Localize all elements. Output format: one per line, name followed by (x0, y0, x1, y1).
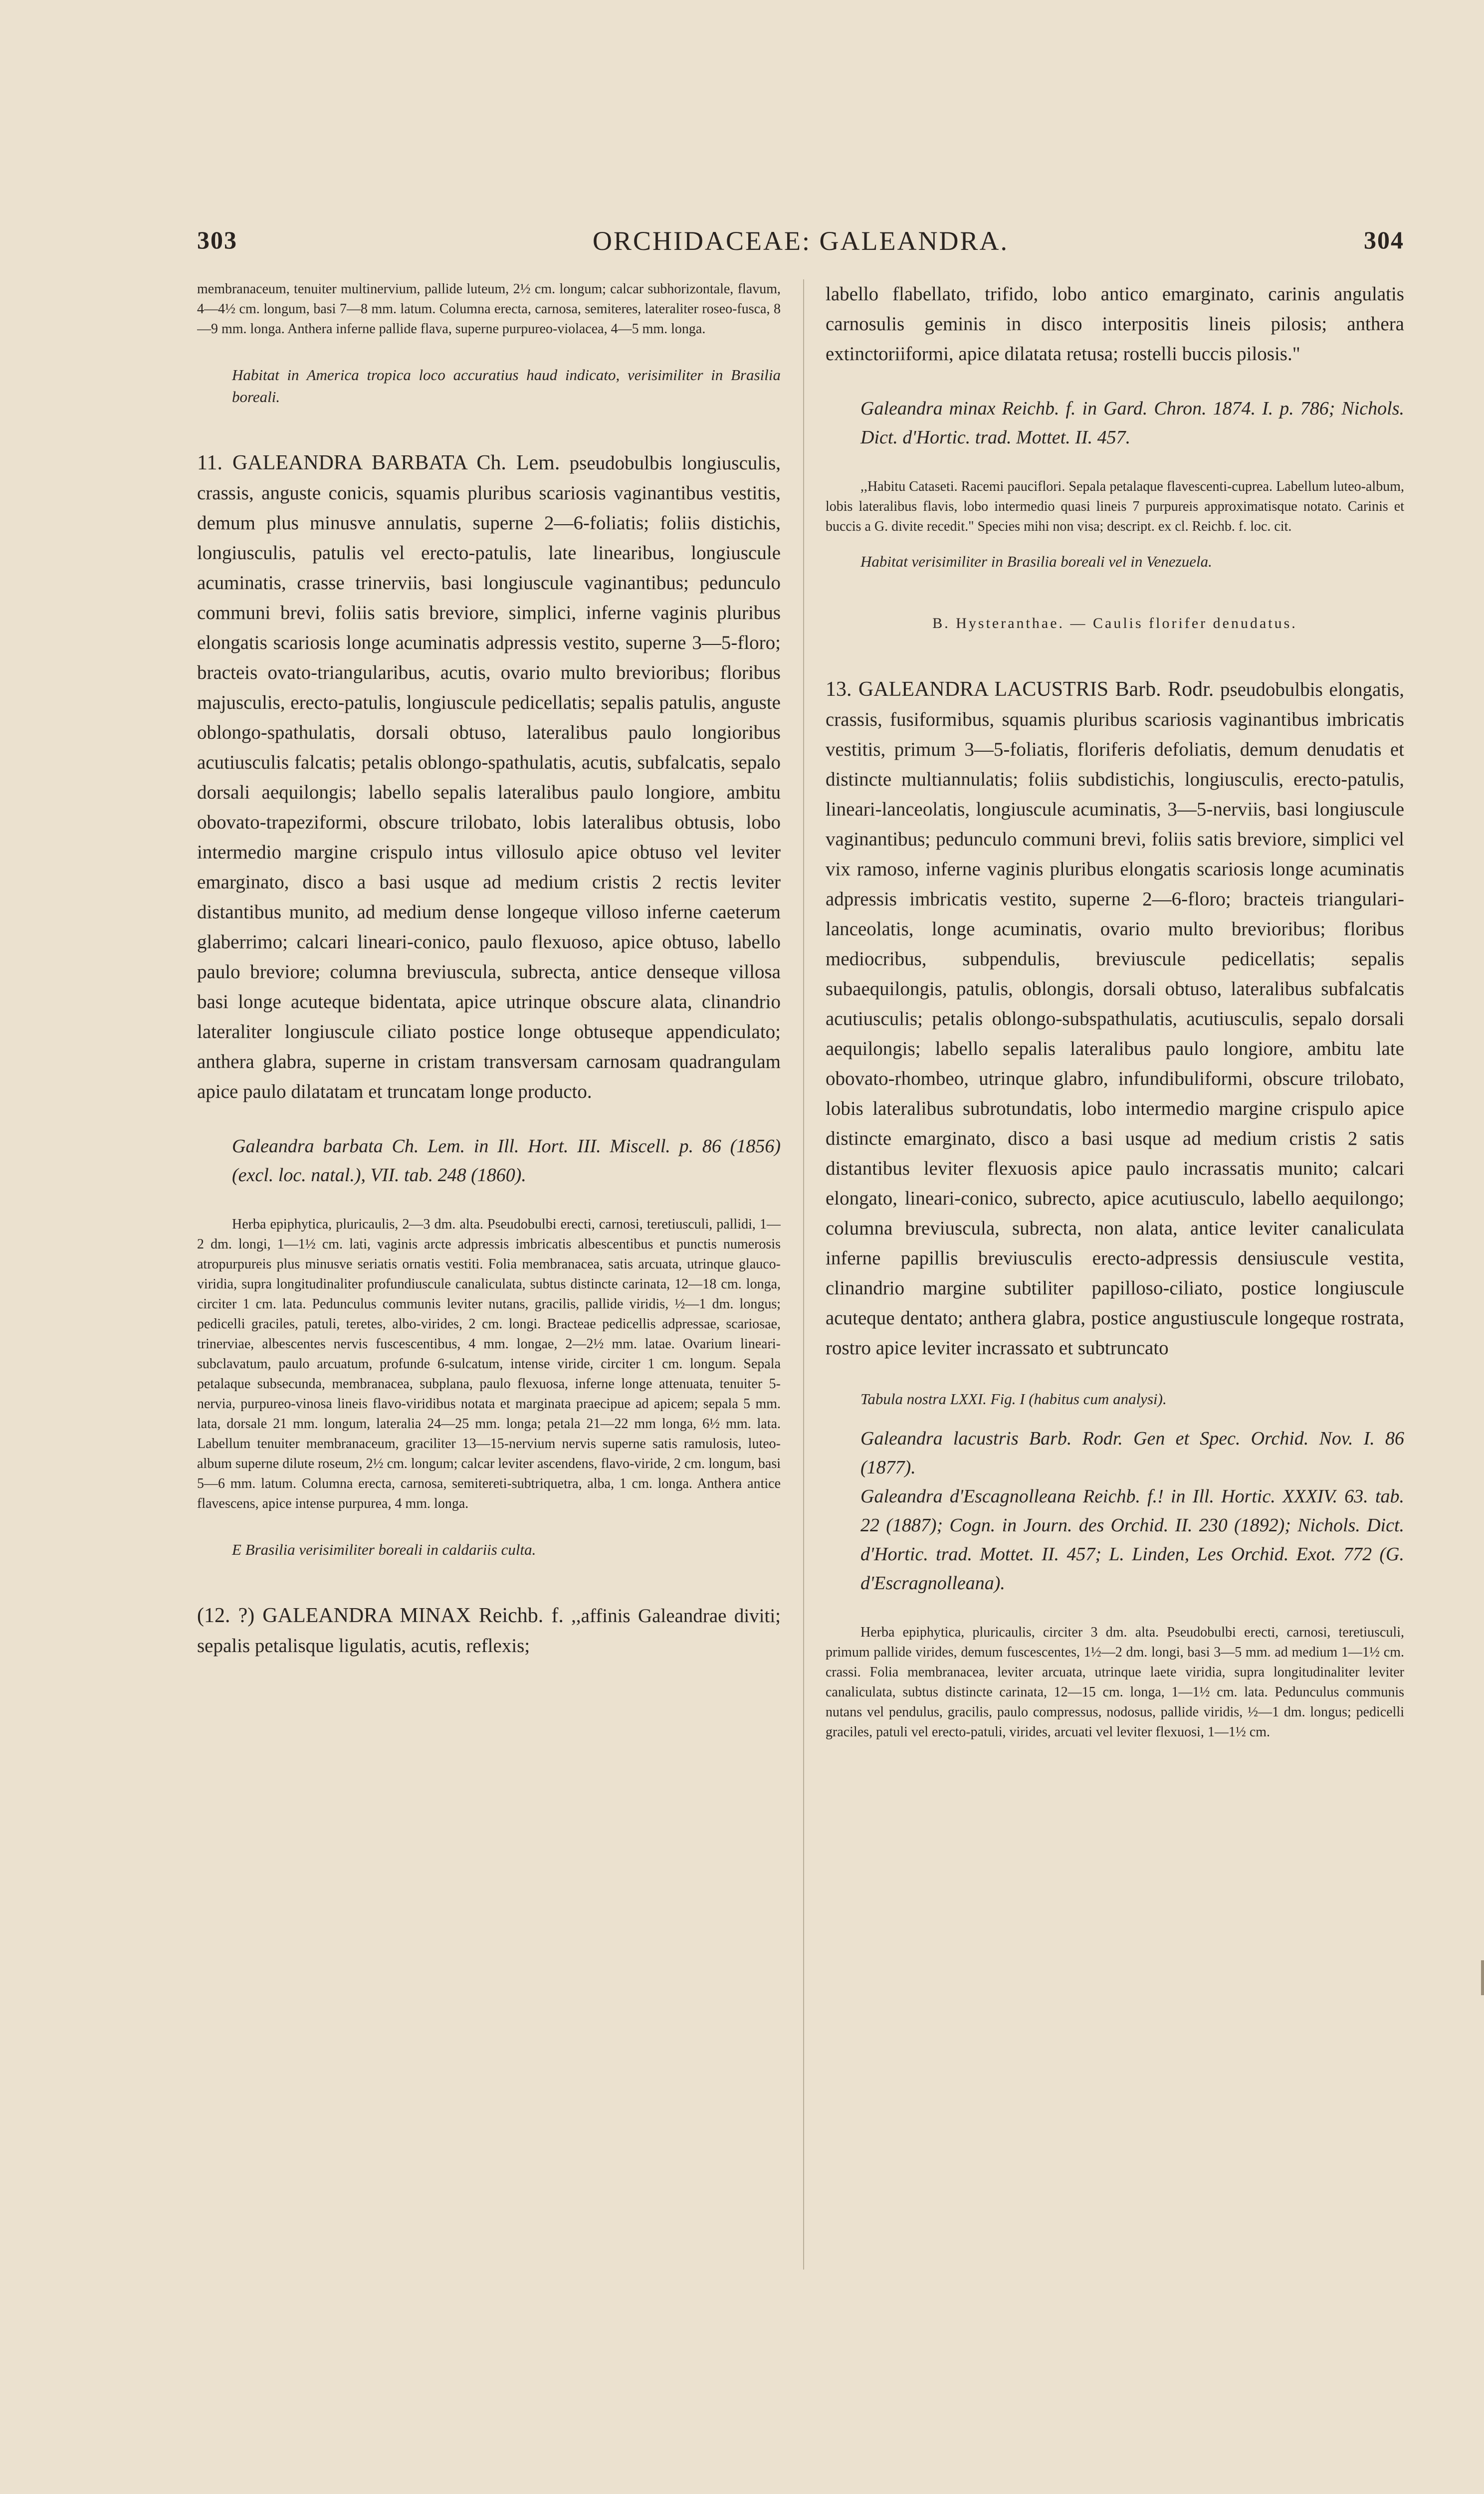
species-13-plate-reference: Tabula nostra LXXI. Fig. I (habitus cum analysi). (860, 1390, 1167, 1408)
species-12-citation: Galeandra minax Reichb. f. in Gard. Chron. 1874. I. p. 786; Nichols. Dict. d'Hortic. trad. Mottet. II. 457. (860, 398, 1404, 448)
right-column (826, 279, 1404, 2285)
intro-paragraph: membranaceum, tenuiter multinervium, pallide luteum, 2½ cm. longum; calcar subhorizontale, flavum, 4—4½ cm. longum, basi 7—8 mm. latum. Columna erecta, carnosa, semiteres, lateraliter roseo-fusca, 8—9 mm. longa. Anthera inferne pallide flava, superne purpureo-violacea, 4—5 mm. longa. (197, 281, 781, 337)
species-13-citation-2: Galeandra d'Escagnolleana Reichb. f.! in Ill. Hortic. XXXIV. 63. tab. 22 (1887); Cogn. in Journ. des Orchid. II. 230 (1892); Nichols. Dict. d'Hortic. trad. Mottet. II. 457; L. Linden, Les Orchid. Exot. 772 (G. d'Escragnolleana). (860, 1486, 1404, 1594)
species-12-title: (12. ?) GALEANDRA MINAX Reichb. f. (197, 1604, 564, 1627)
species-11-citation: Galeandra barbata Ch. Lem. in Ill. Hort. III. Miscell. p. 86 (1856) (excl. loc. natal.), VII. tab. 248 (1860). (232, 1136, 781, 1186)
habitat-note-3: Habitat verisimiliter in Brasilia boreali vel in Venezuela. (860, 553, 1212, 570)
species-11-title: 11. GALEANDRA BARBATA Ch. Lem. (197, 451, 560, 474)
species-12-continuation: labello flabellato, trifido, lobo antico emarginato, carinis angulatis carnosulis geminis in disco interpositis lineis pilosis; anthera extinctoriiformi, apice dilatata retusa; rostelli buccis pilosis." (826, 283, 1404, 365)
species-13-citation-1: Galeandra lacustris Barb. Rodr. Gen et Spec. Orchid. Nov. I. 86 (1877). (860, 1428, 1404, 1478)
species-11-description: Herba epiphytica, pluricaulis, 2—3 dm. alta. Pseudobulbi erecti, carnosi, teretiusculi, pallidi, 1—2 dm. longi, 1—1½ cm. lati, vaginis arcte adpressis imbricatis albescentibus et punctis numerosis atropurpureis plus minusve seriatis ornatis vestiti. Folia membranacea, satis arcuata, utrinque glauco-viridia, supra longitudinaliter profundiuscule canaliculata, subtus distincte carinata, 12—18 cm. longa, circiter 1 cm. lata. Pedunculus communis leviter nutans, gracilis, pallide viridis, ½—1 dm. longus; pedicelli graciles, patuli, teretes, albo-virides, 2 cm. longi. Bracteae pedicellis adpressae, scariosae, trinerviae, albescentes nervis fuscescentibus, 4 mm. longae, 2—2½ mm. latae. Ovarium lineari-subclavatum, paulo arcuatum, profunde 6-sulcatum, intense viride, circiter 1 cm. longum. Sepala petalaque subsecunda, membranacea, subplana, paulo flexuosa, inferne longe attenuata, tenuiter 5-nervia, purpureo-vinosa lineis flavo-viridibus notata et marginata praecipue ad apicem; sepala 5 mm. lata, dorsale 21 mm. longum, lateralia 24—25 mm. longa; petala 21—22 mm longa, 6½ mm. lata. Labellum tenuiter membranaceum, graciliter 13—15-nervium nervis superne satis ramulosis, luteo-album superne dilute roseum, 2½ cm. longum; calcar leviter ascendens, flavo-viride, 2 cm. longum, basi 5—6 mm. latum. Columna erecta, carnosa, semitereti-subtriquetra, alba, 1 cm. longa. Anthera antice flavescens, apice intense purpurea, 4 mm. longa. (197, 1217, 781, 1511)
habitat-note-2: E Brasilia verisimiliter boreali in caldariis culta. (232, 1541, 536, 1558)
section-b-heading: B. Hysteranthae. — Caulis florifer denudatus. (932, 615, 1297, 631)
page-edge-mark (1481, 1960, 1484, 1995)
species-13-description: Herba epiphytica, pluricaulis, circiter 3 dm. alta. Pseudobulbi erecti, carnosi, teretiusculi, primum pallide virides, demum fuscescentes, 1½—2 dm. longi, basi 3—5 mm. ad medium 1—1½ cm. crassi. Folia membranacea, leviter arcuata, utrinque laete viridia, supra longitudinaliter leviter canaliculata, subtus distincte carinata, 12—15 cm. longa, 1—1½ cm. lata. Pedunculus communis nutans vel pendulus, gracilis, paulo compressus, nodosus, pallide viridis, ½—1 dm. longus; pedicelli graciles, patuli vel erecto-patuli, virides, arcuati vel leviter flexuosi, 1—1½ cm. (826, 1625, 1404, 1740)
left-column (197, 279, 781, 2285)
page-header (197, 225, 1404, 265)
species-12-paragraph (197, 1601, 781, 1661)
left-page-number: 303 (197, 226, 237, 254)
habitat-note-1: Habitat in America tropica loco accuratius haud indicato, verisimiliter in Brasilia boreali. (232, 366, 781, 406)
running-title: ORCHIDACEAE: GALEANDRA. (593, 226, 1009, 256)
species-12-text: ,,affinis Galeandrae diviti; sepalis petalisque ligulatis, acutis, reflexis; (197, 1605, 781, 1657)
species-13-text: pseudobulbis elongatis, crassis, fusiformibus, squamis pluribus scariosis vaginantibus imbricatis vestitis, primum 3—5-foliatis, floriferis defoliatis, demum denudatis et distincte multiannulatis; foliis subdistichis, longiusculis, erecto-patulis, lineari-lanceolatis, longiuscule acuminatis, 3—5-nerviis, basi longiuscule vaginantibus; pedunculo communi brevi, foliis satis breviore, simplici vel vix ramoso, inferne vaginis pluribus elongatis scariosis longe acuminatis adpressis imbricatis vestito, superne 2—6-floro; bracteis triangulari-lanceolatis, longe acuminatis, ovario multo brevioribus; floribus mediocribus, subpendulis, breviuscule pedicellatis; sepalis subaequilongis, patulis, oblongis, dorsali obtuso, lateralibus subfalcatis acutiusculis; petalis oblongo-subspathulatis, acutiusculis, sepalo dorsali aequilongis; labello sepalis lateralibus paulo longiore, ambitu late obovato-rhombeo, utrinque glabro, infundibuliformi, obscure trilobato, lobis lateralibus subrotundatis, lobo intermedio margine crispulo apice distincte emarginato, disco a basi usque ad medium cristis 2 satis distantibus leviter flexuosis apice paulo incrassatis munito; calcari elongato, lineari-conico, subrecto, apice acutiusculo, labello aequilongo; columna breviuscula, subrecta, non alata, antice leviter canaliculata inferne papillis breviusculis erecto-adpressis densiuscule vestita, clinandrio margine subtiliter papilloso-ciliato, postice longiuscule acuteque dentato; anthera glabra, postice angustiuscule longeque rostrata, rostro apice leviter incrassato et subtruncato (826, 679, 1404, 1359)
right-page-number: 304 (1364, 226, 1404, 254)
column-divider (803, 279, 804, 2270)
species-11-paragraph (197, 448, 781, 1107)
species-11-text: pseudobulbis longiusculis, crassis, anguste conicis, squamis pluribus scariosis vaginantibus vestitis, demum plus minusve annulatis, superne 2—6-foliatis; foliis distichis, longiusculis, patulis vel erecto-patulis, late linearibus, longiuscule acuminatis, crasse trinerviis, basi longiuscule vaginantibus; pedunculo communi brevi, foliis satis breviore, simplici, inferne vaginis pluribus elongatis scariosis longe acuminatis adpressis vestito, superne 3—5-floro; bracteis ovato-triangularibus, acutis, ovario multo brevioribus; floribus majusculis, erecto-patulis, longiuscule pedicellatis; sepalis patulis, anguste oblongo-spathulatis, dorsali obtuso, lateralibus paulo longioribus acutiusculis falcatis; petalis oblongo-spathulatis, acutis, subfalcatis, sepalo dorsali aequilongis; labello sepalis lateralibus paulo longiore, ambitu obovato-trapeziformi, obscure trilobato, lobis lateralibus obtusis, lobo intermedio margine crispulo intus villosulo apice obtuso vel leviter emarginato, disco a basi usque ad medium cristis 2 rectis leviter distantibus munito, ad medium dense longeque villoso inferne caeterum glaberrimo; calcari lineari-conico, paulo flexuoso, apice obtuso, labello paulo breviore; columna breviuscula, subrecta, antice denseque villosa basi longe acuteque bidentata, apice utrinque obscure alata, clinandrio lateraliter longiuscule ciliato postice longe obtuseque appendiculato; anthera glabra, superne in cristam transversam carnosam quadrangulam apice paulo dilatatam et truncatam longe producto. (197, 452, 781, 1102)
species-12-quote: ,,Habitu Cataseti. Racemi pauciflori. Sepala petalaque flavescenti-cuprea. Labellum luteo-album, lobis lateralibus flavis, lobo intermedio quasi lineis 7 purpureis approximatisque notato. Carinis et buccis a G. divite recedit." Species mihi non visa; descript. ex cl. Reichb. f. loc. cit. (826, 479, 1404, 534)
species-13-title: 13. GALEANDRA LACUSTRIS Barb. Rodr. (826, 678, 1214, 701)
species-13-paragraph (826, 674, 1404, 1363)
